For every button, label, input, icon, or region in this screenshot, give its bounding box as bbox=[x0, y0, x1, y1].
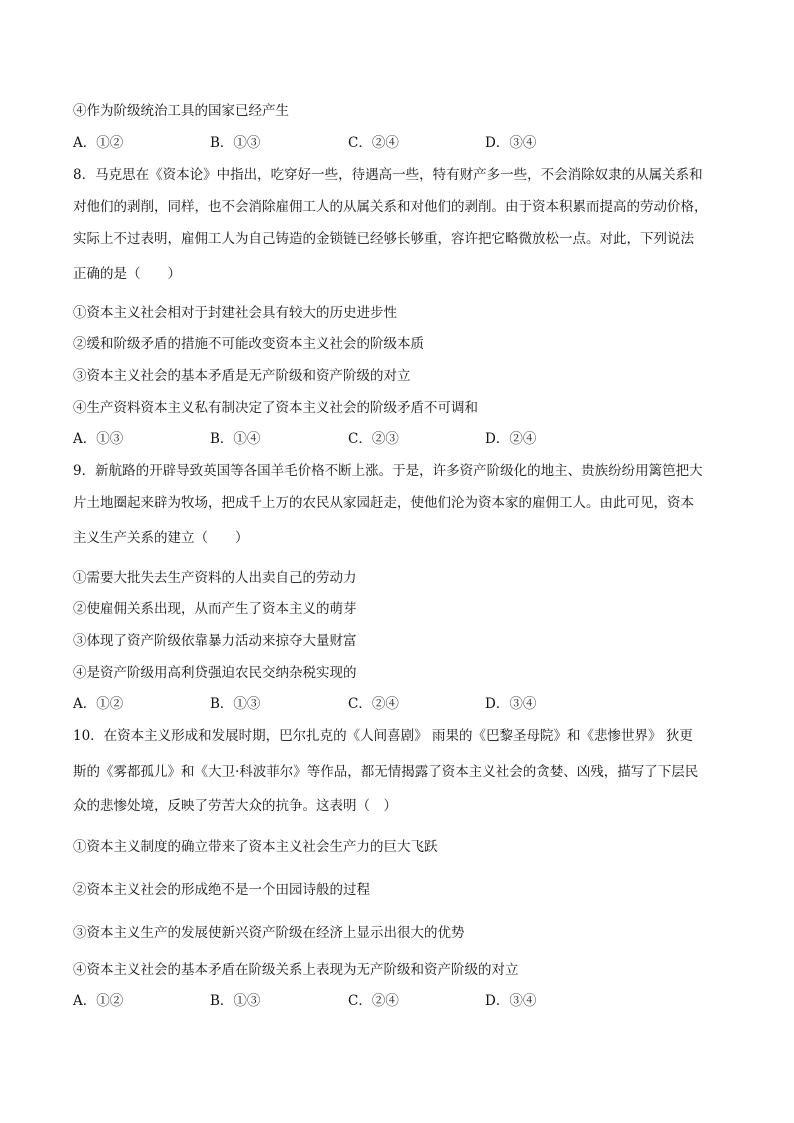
q9-stem-line-1: 9．新航路的开辟导致英国等各国羊毛价格不断上涨。于是，许多资产阶级化的地主、贵族纷纷用篱笆把大 bbox=[73, 463, 703, 479]
q10-stem-line-1: 10．在资本主义形成和发展时期，巴尔扎克的《人间喜剧》 雨果的《巴黎圣母院》和《悲惨世界》 狄更 bbox=[73, 728, 693, 744]
q8-stem-line-2: 对他们的剥削，同样，也不会消除雇佣工人的从属关系和对他们的剥削。由于资本积累而提高的劳动价格， bbox=[73, 199, 708, 215]
q10-stem-line-3: 众的悲惨处境，反映了劳苦大众的抗争。这表明（ ） bbox=[73, 798, 397, 814]
q9-option-b[interactable]: B．①③ bbox=[210, 696, 261, 712]
q7-item-4: ④作为阶级统治工具的国家已经产生 bbox=[73, 103, 289, 119]
q9-item-2: ②使雇佣关系出现，从而产生了资本主义的萌芽 bbox=[73, 601, 357, 617]
q10-option-d[interactable]: D．③④ bbox=[485, 993, 537, 1009]
q10-option-a[interactable]: A．①② bbox=[73, 993, 124, 1009]
q10-item-4: ④资本主义社会的基本矛盾在阶级关系上表现为无产阶级和资产阶级的对立 bbox=[73, 962, 519, 978]
q8-option-d[interactable]: D．②④ bbox=[485, 431, 537, 447]
q8-item-3: ③资本主义社会的基本矛盾是无产阶级和资产阶级的对立 bbox=[73, 368, 411, 384]
q7-option-b[interactable]: B．①③ bbox=[210, 135, 261, 151]
q9-option-c[interactable]: C．②④ bbox=[348, 696, 399, 712]
q9-option-d[interactable]: D．③④ bbox=[485, 696, 537, 712]
q7-options bbox=[73, 134, 633, 152]
q8-option-b[interactable]: B．①④ bbox=[210, 431, 261, 447]
q9-option-a[interactable]: A．①② bbox=[73, 696, 124, 712]
q9-item-4: ④是资产阶级用高利贷强迫农民交纳杂税实现的 bbox=[73, 665, 357, 681]
q10-option-c[interactable]: C．②④ bbox=[348, 993, 399, 1009]
q10-item-3: ③资本主义生产的发展使新兴资产阶级在经济上显示出很大的优势 bbox=[73, 925, 465, 941]
q8-options bbox=[73, 430, 633, 448]
q8-stem-line-4: 正确的是（ ） bbox=[73, 266, 181, 282]
q10-option-b[interactable]: B．①③ bbox=[210, 993, 261, 1009]
q8-item-4: ④生产资料资本主义私有制决定了资本主义社会的阶级矛盾不可调和 bbox=[73, 400, 478, 416]
q8-item-2: ②缓和阶级矛盾的措施不可能改变资本主义社会的阶级本质 bbox=[73, 336, 424, 352]
q9-stem-line-2: 片土地圈起来辟为牧场，把成千上万的农民从家园赶走，使他们沦为资本家的雇佣工人。由此可见，资本 bbox=[73, 495, 694, 511]
q10-item-1: ①资本主义制度的确立带来了资本主义社会生产力的巨大飞跃 bbox=[73, 839, 438, 855]
q9-item-3: ③体现了资产阶级依靠暴力活动来掠夺大量财富 bbox=[73, 633, 357, 649]
q8-stem-line-1: 8．马克思在《资本论》中指出，吃穿好一些，待遇高一些，特有财产多一些，不会消除奴隶的从属关系和 bbox=[73, 167, 703, 183]
q9-item-1: ①需要大批失去生产资料的人出卖自己的劳动力 bbox=[73, 570, 357, 586]
q9-stem-line-3: 主义生产关系的建立（ ） bbox=[73, 530, 249, 546]
q10-options bbox=[73, 992, 633, 1010]
q10-item-2: ②资本主义社会的形成绝不是一个田园诗般的过程 bbox=[73, 882, 370, 898]
q8-option-a[interactable]: A．①③ bbox=[73, 431, 124, 447]
q9-options bbox=[73, 695, 633, 713]
q8-stem-line-3: 实际上不过表明，雇佣工人为自己铸造的金锁链已经够长够重，容许把它略微放松一点。对此，下列说法 bbox=[73, 231, 694, 247]
q7-option-d[interactable]: D．③④ bbox=[485, 135, 537, 151]
q7-option-c[interactable]: C．②④ bbox=[348, 135, 399, 151]
q10-stem-line-2: 斯的《雾都孤儿》和《大卫·科波菲尔》等作品，都无情揭露了资本主义社会的贪婪、凶残，描写了下层民 bbox=[73, 764, 699, 780]
q7-option-a[interactable]: A．①② bbox=[73, 135, 124, 151]
q8-option-c[interactable]: C．②③ bbox=[348, 431, 399, 447]
q8-item-1: ①资本主义社会相对于封建社会具有较大的历史进步性 bbox=[73, 305, 397, 321]
